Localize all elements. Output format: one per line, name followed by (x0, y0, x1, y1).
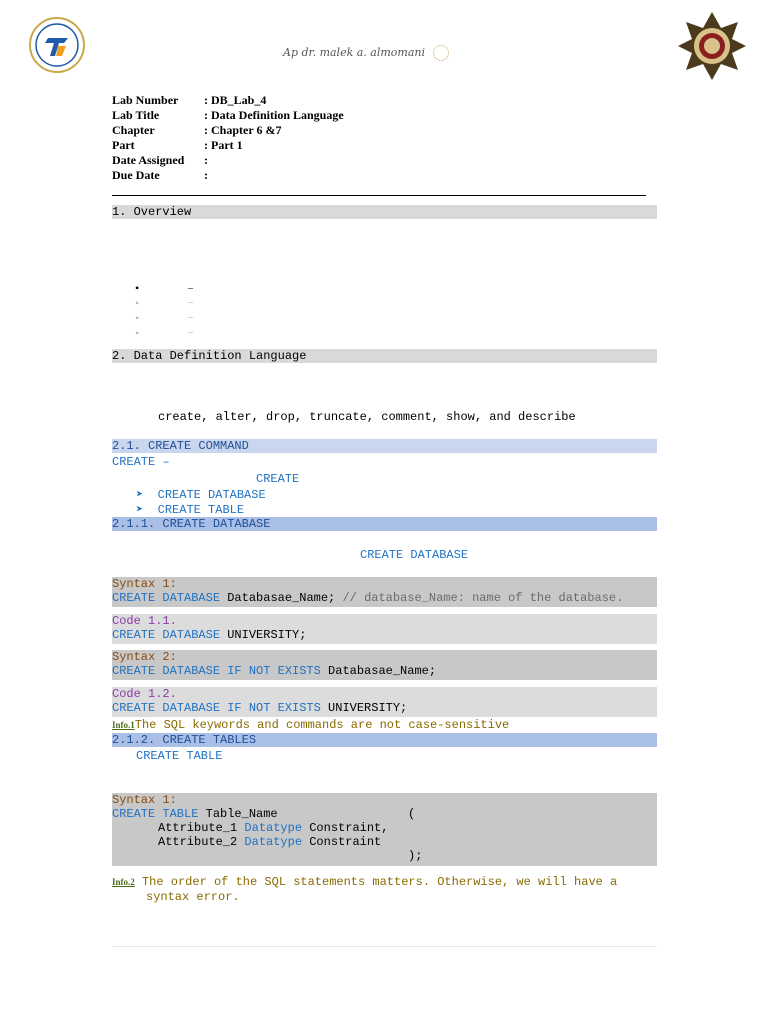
bullet-text: – (188, 327, 193, 338)
block-label: Syntax 1: (112, 793, 177, 807)
code-line (112, 701, 657, 715)
info-text: The SQL keywords and commands are not case-sensitive (134, 718, 510, 732)
block-label: Code 1.2. (112, 687, 177, 701)
code-line (112, 664, 657, 678)
meta-label: Part (112, 138, 135, 152)
author-signature (283, 45, 449, 61)
section-heading-create-command (112, 439, 657, 453)
section-heading-create-database (112, 517, 657, 531)
code-line (112, 849, 657, 863)
sql-keyword: CREATE DATABASE (112, 628, 221, 642)
sql-keyword: CREATE DATABASE (112, 591, 221, 605)
info-note-2 (112, 875, 660, 905)
block-label: Syntax 1: (112, 577, 177, 591)
section-heading-ddl (112, 349, 657, 363)
meta-label: Due Date (112, 168, 160, 182)
signature-text: Ap dr. malek a. almomani (283, 46, 426, 59)
bullet-text: – (188, 297, 193, 308)
create-list-item (136, 502, 244, 517)
code-block-syntax-2 (112, 650, 657, 680)
info-tag: Info.2 (112, 877, 135, 887)
sql-keyword: CREATE TABLE (112, 807, 199, 821)
meta-label: Lab Title (112, 108, 160, 122)
heading-text: 1. Overview (112, 205, 192, 219)
bullet-dot: • (135, 296, 140, 310)
block-label: Syntax 2: (112, 650, 177, 664)
close-paren: ); (408, 849, 423, 863)
open-paren: ( (408, 807, 416, 821)
info-line (112, 875, 660, 890)
arrow-icon: ➤ (136, 488, 144, 502)
header-divider (112, 195, 646, 196)
code-line (112, 835, 657, 849)
meta-value: : DB_Lab_4 (204, 93, 267, 107)
code-line (112, 821, 657, 835)
bullet-dot: • (135, 311, 140, 325)
heading-text: 2.1. CREATE COMMAND (112, 439, 249, 453)
bullet-dot: • (135, 326, 140, 340)
sql-constraint: Constraint (309, 835, 382, 849)
code-block-create-table (112, 793, 657, 866)
sql-identifier: Attribute_1 (158, 821, 238, 835)
code-line (112, 591, 657, 605)
footer-divider (112, 946, 657, 947)
bullet-text: – (188, 312, 193, 323)
meta-value: : (204, 153, 208, 167)
sql-identifier: Attribute_2 (158, 835, 238, 849)
meta-value: : Data Definition Language (204, 108, 344, 122)
meta-value: : Chapter 6 &7 (204, 123, 282, 137)
item-text: CREATE TABLE (157, 503, 245, 517)
sun-icon (433, 45, 449, 61)
sql-identifier: Databasae_Name; (328, 664, 437, 678)
sql-identifier: Table_Name (205, 807, 278, 821)
item-text: CREATE DATABASE (157, 488, 266, 502)
arrow-icon: ➤ (136, 503, 144, 517)
code-line (112, 628, 657, 642)
meta-value: : (204, 168, 208, 182)
university-logo (28, 16, 86, 74)
info-text: syntax error. (146, 890, 240, 904)
info-tag: Info.1 (112, 720, 135, 730)
sql-identifier: UNIVERSITY; (227, 628, 307, 642)
meta-label: Date Assigned (112, 153, 185, 167)
block-label: Code 1.1. (112, 614, 177, 628)
sql-keyword: CREATE DATABASE IF NOT EXISTS (112, 664, 321, 678)
create-dash-line: CREATE – (112, 455, 170, 469)
info-line (112, 890, 660, 905)
sql-type: Datatype (244, 821, 303, 835)
section-heading-create-tables (112, 733, 657, 747)
create-table-line: CREATE TABLE (136, 749, 223, 763)
sql-keyword: CREATE DATABASE IF NOT EXISTS (112, 701, 321, 715)
meta-label: Chapter (112, 123, 155, 137)
sql-identifier: Databasae_Name; (227, 591, 336, 605)
sql-type: Datatype (244, 835, 303, 849)
create-database-center: CREATE DATABASE (360, 548, 469, 562)
info-text: The order of the SQL statements matters. Otherwise, we will have a (141, 875, 618, 889)
meta-label: Lab Number (112, 93, 179, 107)
ddl-commands-line: create, alter, drop, truncate, comment, show, and describe (158, 410, 576, 424)
section-heading-overview (112, 205, 657, 219)
create-list-item (136, 487, 266, 502)
heading-text: 2. Data Definition Language (112, 349, 307, 363)
sql-constraint: Constraint, (309, 821, 389, 835)
bullet-dot: • (135, 281, 140, 295)
meta-value: : Part 1 (204, 138, 243, 152)
code-block-syntax-1 (112, 577, 657, 607)
code-block-1-1 (112, 614, 657, 644)
info-note-1 (112, 718, 509, 732)
emblem-logo (676, 10, 748, 82)
code-block-1-2 (112, 687, 657, 717)
sql-comment: // database_Name: name of the database. (342, 591, 624, 605)
create-center-word: CREATE (256, 472, 300, 486)
code-line (112, 807, 657, 821)
sql-identifier: UNIVERSITY; (328, 701, 408, 715)
bullet-text: – (188, 283, 193, 294)
heading-text: 2.1.2. CREATE TABLES (112, 733, 257, 747)
heading-text: 2.1.1. CREATE DATABASE (112, 517, 271, 531)
